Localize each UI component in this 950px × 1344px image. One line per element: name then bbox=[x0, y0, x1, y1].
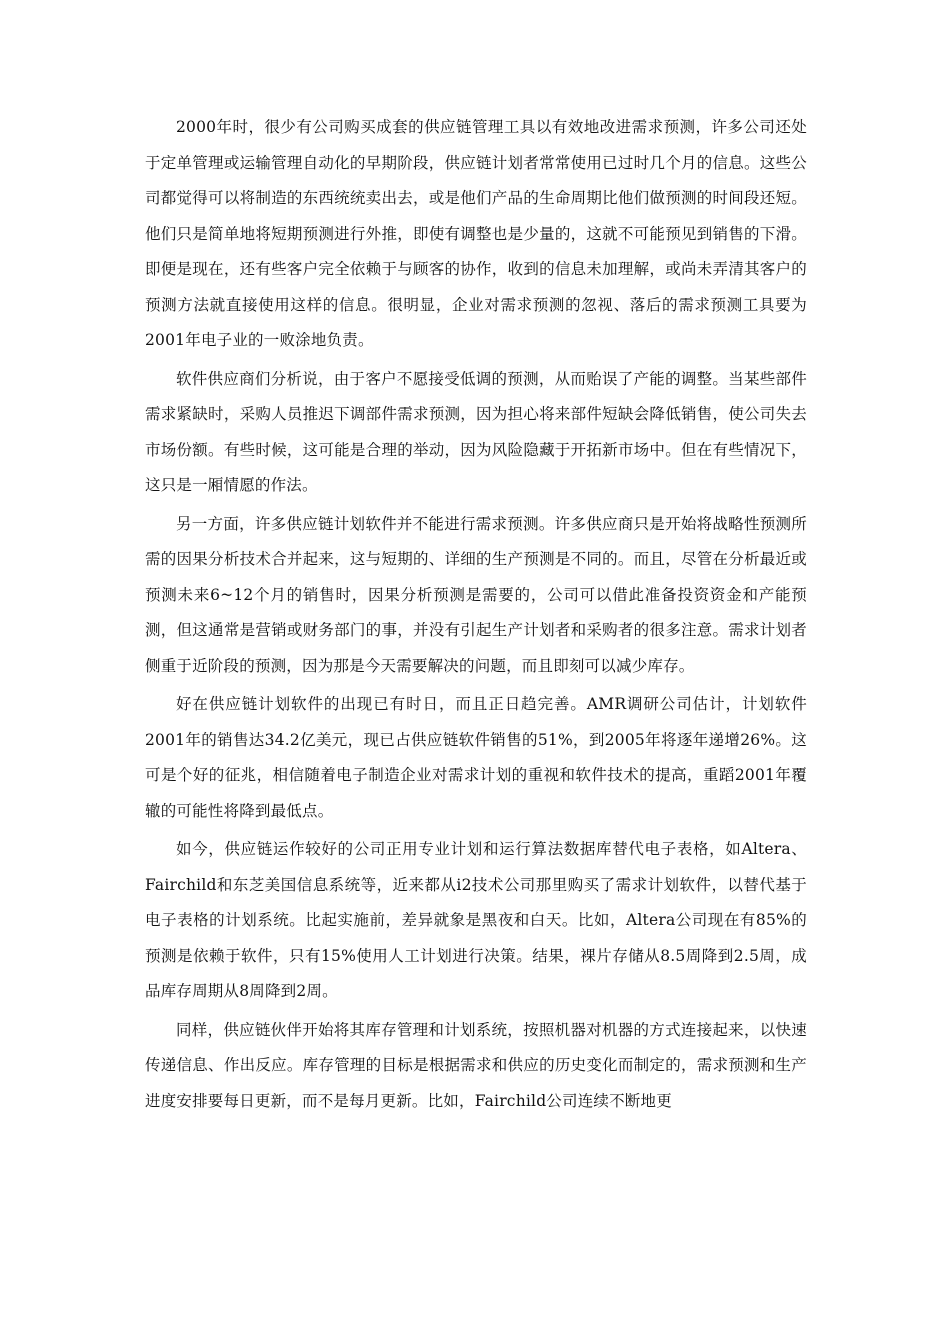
paragraph-6: 同样，供应链伙伴开始将其库存管理和计划系统，按照机器对机器的方式连接起来，以快速传递信息、作出反应。库存管理的目标是根据需求和供应的历史变化而制定的，需求预测和生产进度安排要每日更新，而不是每月更新。比如，Fairchild公司连续不断地更 bbox=[145, 1020, 807, 1110]
document-body bbox=[145, 110, 807, 1119]
paragraph-2: 软件供应商们分析说，由于客户不愿接受低调的预测，从而贻误了产能的调整。当某些部件需求紧缺时，采购人员推迟下调部件需求预测，因为担心将来部件短缺会降低销售，使公司失去市场份额。有些时候，这可能是合理的举动，因为风险隐藏于开拓新市场中。但在有些情况下，这只是一厢情愿的作法。 bbox=[145, 369, 807, 494]
paragraph-3: 另一方面，许多供应链计划软件并不能进行需求预测。许多供应商只是开始将战略性预测所需的因果分析技术合并起来，这与短期的、详细的生产预测是不同的。而且，尽管在分析最近或预测未来6~12个月的销售时，因果分析预测是需要的，公司可以借此准备投资资金和产能预测，但这通常是营销或财务部门的事，并没有引起生产计划者和采购者的很多注意。需求计划者侧重于近阶段的预测，因为那是今天需要解决的问题，而且即刻可以减少库存。 bbox=[145, 514, 807, 675]
paragraph-5: 如今，供应链运作较好的公司正用专业计划和运行算法数据库替代电子表格，如Altera、Fairchild和东芝美国信息系统等，近来都从i2技术公司那里购买了需求计划软件，以替代基于电子表格的计划系统。比起实施前，差异就象是黑夜和白天。比如，Altera公司现在有85%的预测是依赖于软件，只有15%使用人工计划进行决策。结果，裸片存储从8.5周降到2.5周，成品库存周期从8周降到2周。 bbox=[145, 840, 807, 1000]
paragraph-4: 好在供应链计划软件的出现已有时日，而且正日趋完善。AMR调研公司估计，计划软件2001年的销售达34.2亿美元，现已占供应链软件销售的51%，到2005年将逐年递增26%。这可是个好的征兆，相信随着电子制造企业对需求计划的重视和软件技术的提高，重蹈2001年覆辙的可能性将降到最低点。 bbox=[145, 695, 807, 820]
paragraph-1: 2000年时，很少有公司购买成套的供应链管理工具以有效地改进需求预测，许多公司还处于定单管理或运输管理自动化的早期阶段，供应链计划者常常使用已过时几个月的信息。这些公司都觉得可以将制造的东西统统卖出去，或是他们产品的生命周期比他们做预测的时间段还短。他们只是简单地将短期预测进行外推，即使有调整也是少量的，这就不可能预见到销售的下滑。即便是现在，还有些客户完全依赖于与顾客的协作，收到的信息未加理解，或尚未弄清其客户的预测方法就直接使用这样的信息。很明显，企业对需求预测的忽视、落后的需求预测工具要为2001年电子业的一败涂地负责。 bbox=[145, 118, 807, 349]
